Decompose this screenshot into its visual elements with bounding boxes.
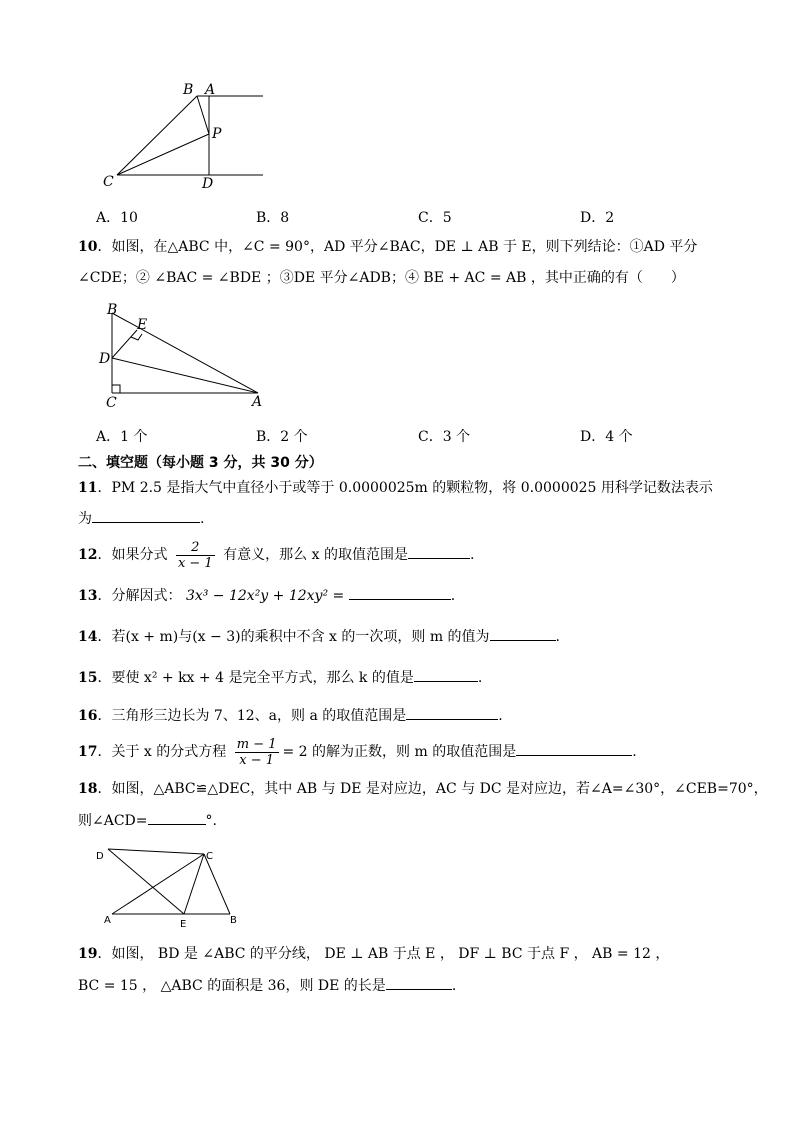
q18-answer-blank[interactable] (148, 810, 206, 825)
q19-number: 19 (78, 946, 98, 962)
q14-line (78, 626, 560, 648)
q13-text-end: . (450, 588, 456, 604)
q13-number: 13 (78, 588, 98, 604)
fig9-label-d: D (202, 176, 214, 192)
q10-line1 (78, 236, 697, 258)
figure-q9 (95, 78, 275, 193)
q14-text: ．若(x + m)与(x − 3)的乘积中不含 x 的一次项，则 m 的值为 (97, 629, 490, 645)
q16-text: ．三角形三边长为 7、12、a，则 a 的取值范围是 (97, 708, 407, 724)
q12-number: 12 (78, 547, 98, 563)
q12-answer-blank[interactable] (408, 544, 470, 559)
q18-number: 18 (78, 781, 98, 797)
q13-answer-blank[interactable] (349, 585, 451, 600)
q17-frac-denominator: x − 1 (239, 752, 274, 768)
q17-text-mid: = 2 的解为正数，则 m 的取值范围是 (282, 744, 517, 760)
q12-frac-denominator: x − 1 (177, 555, 213, 571)
q17-number: 17 (78, 744, 98, 760)
q17-text-end: . (632, 744, 637, 760)
q12-text-pre: ．如果分式 (97, 547, 168, 563)
q17-frac-numerator: m − 1 (236, 736, 277, 752)
q19-line2 (78, 975, 456, 997)
q14-answer-blank[interactable] (490, 626, 556, 641)
q13-text-pre: ．分解因式： (97, 588, 182, 604)
fig10-label-a: A (252, 394, 263, 410)
q12-frac-numerator: 2 (176, 540, 215, 556)
fig10-label-e: E (137, 317, 148, 333)
q19-line1 (78, 943, 669, 965)
fig9-label-c: C (103, 174, 114, 190)
q14-number: 14 (78, 629, 98, 645)
q9-option-c: C．5 (418, 210, 452, 226)
fig9-label-p: P (212, 126, 222, 142)
q10-number: 10 (78, 239, 98, 255)
q19-text-pre: BC = 15 ， △ABC 的面积是 36，则 DE 的长是 (78, 978, 386, 994)
q18-line2 (78, 810, 217, 832)
q18-text-post: °. (205, 813, 217, 829)
fig9-label-b: B (183, 82, 194, 98)
q12-line (78, 535, 474, 575)
q11-text-post: . (200, 511, 205, 527)
q18-line1 (78, 778, 768, 800)
q19-answer-blank[interactable] (386, 975, 452, 990)
q11-text-line1: ．PM 2.5 是指大气中直径小于或等于 0.0000025m 的颗粒物，将 0.0000025 用科学记数法表示 (97, 480, 713, 496)
q12-text-end: . (469, 547, 475, 563)
q15-answer-blank[interactable] (414, 667, 478, 682)
q13-expression: 3x³ − 12x²y + 12xy² = (185, 588, 345, 604)
q14-text-end: . (555, 629, 560, 645)
q17-answer-blank[interactable] (516, 741, 632, 756)
fig9-label-a: A (205, 82, 216, 98)
q11-line2 (78, 508, 204, 530)
q9-option-a: A．10 (96, 210, 138, 226)
q10-option-d: D．4 个 (580, 429, 633, 445)
fig18-label-c: C (206, 851, 213, 862)
fig18-label-b: B (230, 915, 237, 926)
fig18-label-d: D (96, 851, 104, 862)
q17-text-pre: ．关于 x 的分式方程 (97, 744, 227, 760)
q17-line (78, 732, 637, 772)
q10-option-c: C．3 个 (418, 429, 471, 445)
q19-text-line1: ．如图， BD 是 ∠ABC 的平分线， DE ⊥ AB 于点 E ， DF ⊥ BC 于点 F ， AB = 12 ， (97, 946, 670, 962)
fig18-label-a: A (104, 915, 111, 926)
fig10-label-b: B (107, 302, 118, 318)
q12-text-post: 有意义，那么 x 的取值范围是 (223, 547, 408, 563)
q15-text-end: . (477, 670, 483, 686)
q17-fraction (235, 737, 279, 768)
figure-q10 (95, 300, 270, 412)
q10-option-a: A．1 个 (96, 429, 148, 445)
q10-option-b: B．2 个 (256, 429, 308, 445)
q13-line (78, 585, 455, 607)
q15-text: ．要使 x² + kx + 4 是完全平方式，那么 k 的值是 (97, 670, 414, 686)
q19-text-post: . (451, 978, 457, 994)
figure-q18 (94, 843, 249, 931)
q16-number: 16 (78, 708, 98, 724)
fig10-label-d: D (99, 351, 111, 367)
q9-option-b: B．8 (256, 210, 290, 226)
q15-number: 15 (78, 670, 98, 686)
q16-text-end: . (498, 708, 503, 724)
fig10-label-c: C (106, 395, 117, 411)
q9-option-d: D．2 (580, 210, 615, 226)
q16-line (78, 705, 503, 727)
q11-line1 (78, 477, 713, 499)
q16-answer-blank[interactable] (406, 705, 498, 720)
q18-text-pre: 则∠ACD= (78, 813, 148, 829)
q15-line (78, 667, 482, 689)
q18-text-line1: ．如图，△ABC≌△DEC，其中 AB 与 DE 是对应边，AC 与 DC 是对应边，若∠A=∠30°，∠CEB=70°， (97, 781, 768, 797)
q10-text-line1: ．如图，在△ABC 中，∠C = 90°，AD 平分∠BAC，DE ⊥ AB 于 E，则下列结论：①AD 平分 (97, 239, 698, 255)
q11-answer-blank[interactable] (92, 508, 200, 523)
q11-number: 11 (78, 480, 98, 496)
fig18-label-e: E (180, 919, 187, 930)
q10-text-line2: ∠CDE；② ∠BAC = ∠BDE ；③DE 平分∠ADB；④ BE + AC = AB ，其中正确的有（ ） (78, 270, 685, 286)
section-heading-fill-in: 二、填空题（每小题 3 分，共 30 分） (78, 455, 323, 471)
q12-fraction (176, 540, 215, 571)
q11-text-pre: 为 (78, 511, 92, 527)
